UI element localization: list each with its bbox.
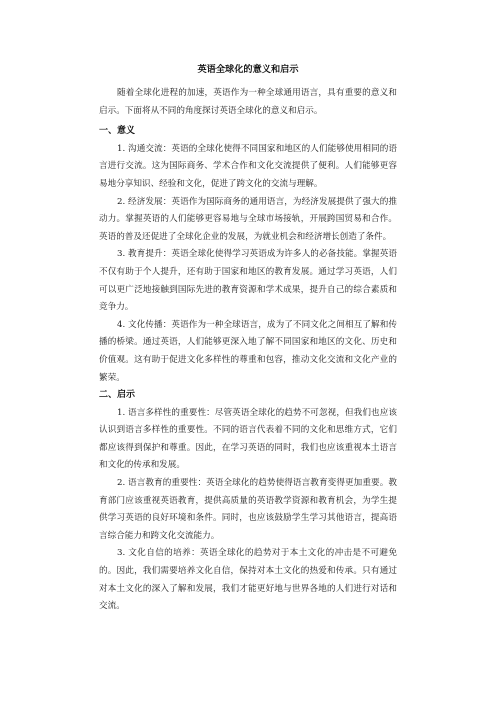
implications-paragraph-3: 3. 文化自信的培养：英语全球化的趋势对于本土文化的冲击是不可避免的。因此，我们需要培养文化自信，保持对本土文化的热爱和传承。只有通过对本土文化的深入了解和发展，我们才能更好地与世界各地的人们进行对话和交流。: [99, 548, 397, 612]
section-heading-significance: 一、意义: [99, 126, 136, 137]
significance-paragraph-3: 3. 教育提升：英语全球化使得学习英语成为许多人的必备技能。掌握英语不仅有助于个人提升，还有助于国家和地区的教育发展。通过学习英语，人们可以更广泛地接触到国际先进的教育资源和学术成果，提升自己的综合素质和竞争力。: [99, 249, 397, 313]
section-heading-implications: 二、启示: [99, 390, 136, 401]
implications-paragraph-1: 1. 语言多样性的重要性：尽管英语全球化的趋势不可忽视，但我们也应该认识到语言多样性的重要性。不同的语言代表着不同的文化和思维方式，它们都应该得到保护和尊重。因此，在学习英语的同时，我们也应该重视本土语言和文化的传承和发展。: [99, 407, 397, 471]
document-body: [99, 64, 397, 616]
significance-paragraph-2: 2. 经济发展：英语作为国际商务的通用语言，为经济发展提供了强大的推动力。掌握英语的人们能够更容易地与全球市场接轨，开展跨国贸易和合作。英语的普及还促进了全球化企业的发展，为就业机会和经济增长创造了条件。: [99, 196, 397, 242]
significance-paragraph-1: 1. 沟通交流：英语的全球化使得不同国家和地区的人们能够使用相同的语言进行交流。这为国际商务、学术合作和文化交流提供了便利。人们能够更容易地分享知识、经验和文化，促进了跨文化的交流与理解。: [99, 143, 397, 189]
document-title: 英语全球化的意义和启示: [197, 64, 299, 75]
implications-paragraph-2: 2. 语言教育的重要性：英语全球化的趋势使得语言教育变得更加重要。教育部门应该重视英语教育，提供高质量的英语教学资源和教育机会，为学生提供学习英语的良好环境和条件。同时，也应该鼓励学生学习其他语言，提高语言综合能力和跨文化交流能力。: [99, 478, 397, 541]
significance-paragraph-4: 4. 文化传播：英语作为一种全球语言，成为了不同文化之间相互了解和传播的桥梁。通过英语，人们能够更深入地了解不同国家和地区的文化、历史和价值观。这有助于促进文化多样性的尊重和包容，推动文化交流和文化产业的繁荣。: [99, 319, 397, 383]
intro-paragraph: 随着全球化进程的加速，英语作为一种全球通用语言，具有重要的意义和启示。下面将从不同的角度探讨英语全球化的意义和启示。: [99, 88, 397, 116]
